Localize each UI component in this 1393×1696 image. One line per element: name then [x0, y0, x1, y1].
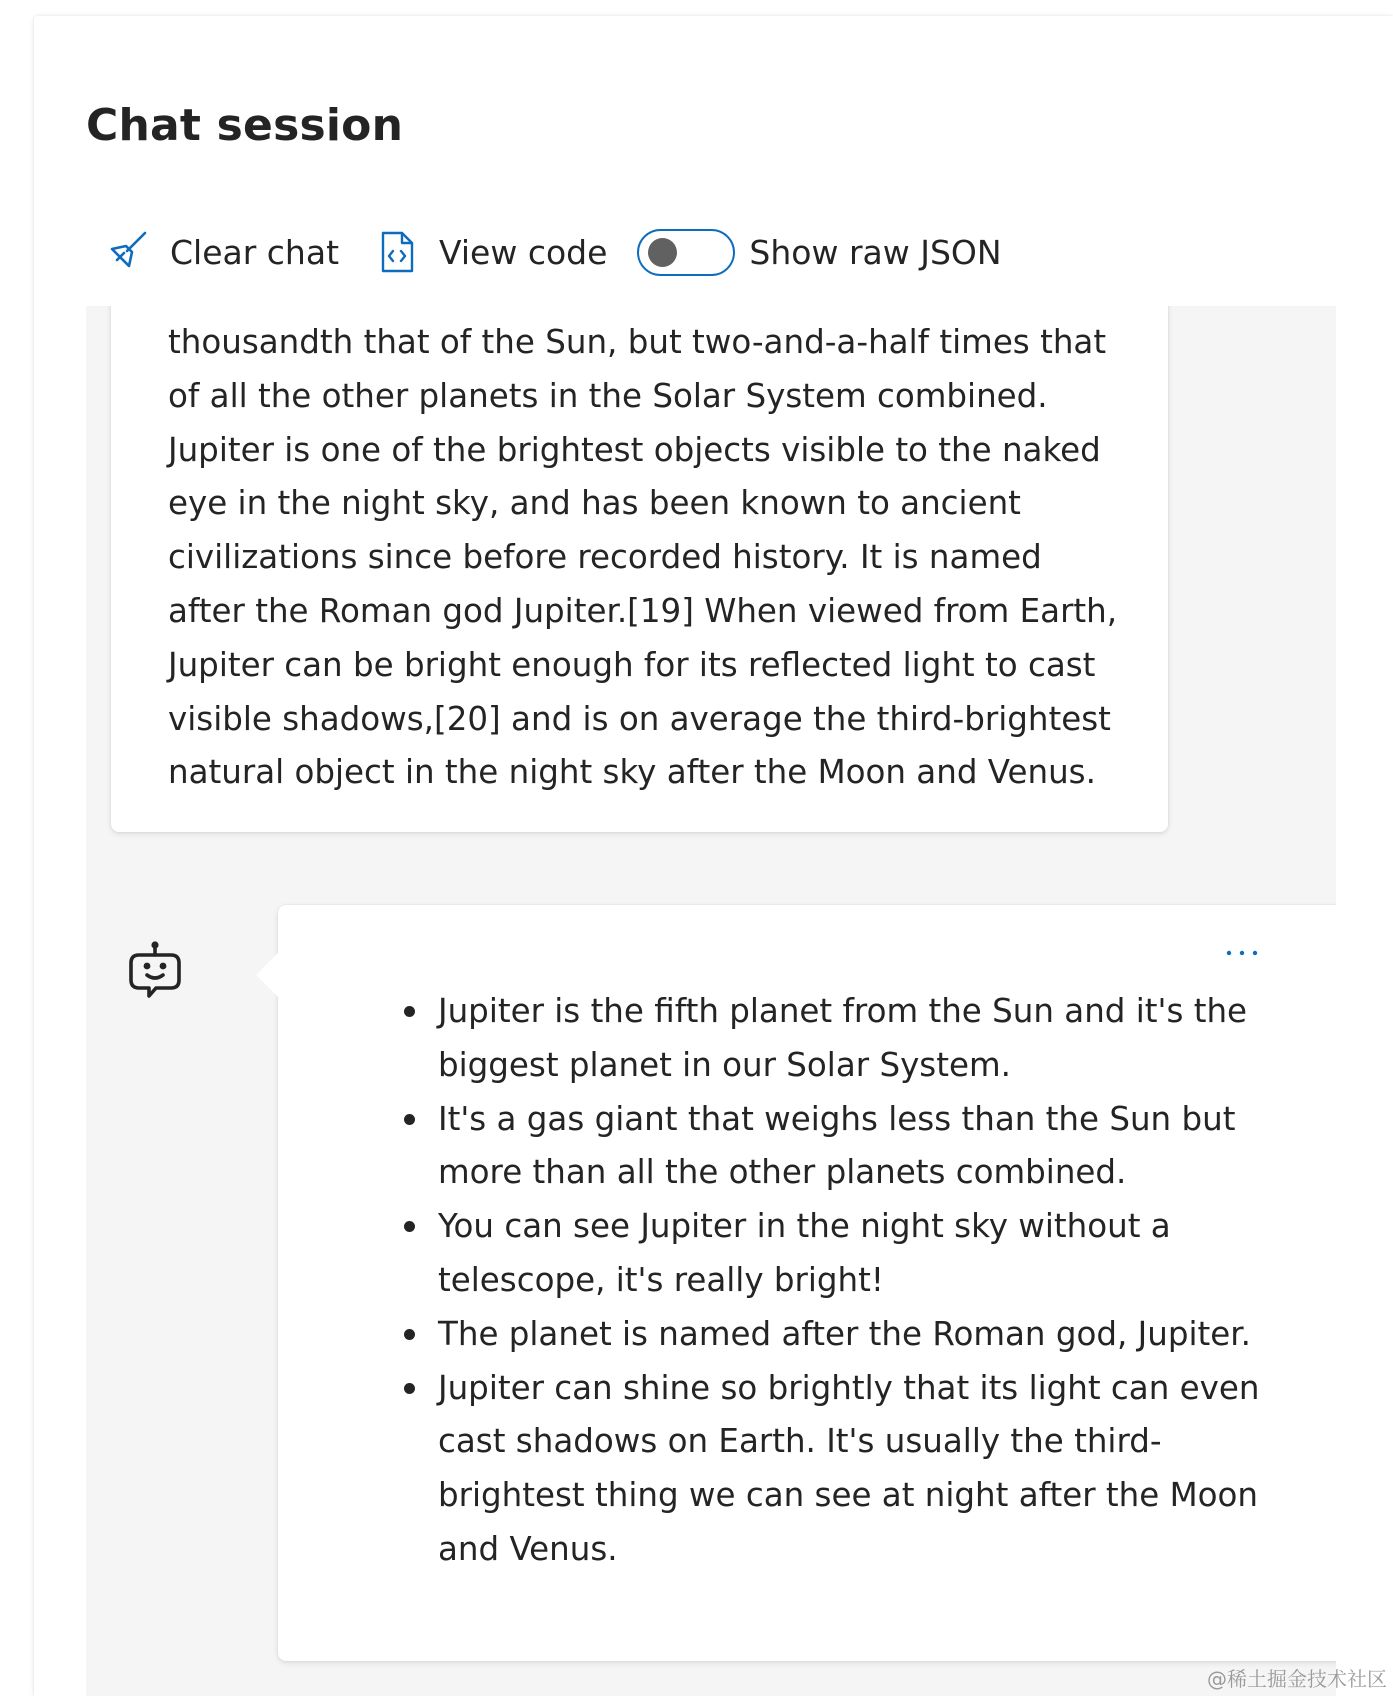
user-message-text: thousandth that of the Sun, but two-and-a-half times that of all the other planets in the Solar System combined. Jupiter is one of the brightest objects visible to the naked eye in the night sky, and has been known to ancient civilizations since before recorded history. It is named after the Roman god Jupiter.[19] When viewed from Earth, Jupiter can be bright enough for its reflected light to cast visible shadows,[20] and is on average the third-brightest natural object in the night sky after the Moon and Venus. — [168, 323, 1118, 792]
broom-icon — [104, 229, 150, 275]
assistant-bullet-list — [404, 985, 1304, 1577]
view-code-label: View code — [439, 232, 608, 272]
page-title: Chat session — [86, 100, 404, 151]
code-file-icon — [377, 230, 417, 274]
more-horizontal-icon — [1224, 949, 1260, 957]
message-more-button[interactable] — [1220, 939, 1264, 967]
list-item: The planet is named after the Roman god, Jupiter. — [404, 1308, 1304, 1362]
list-item: You can see Jupiter in the night sky without a telescope, it's really bright! — [404, 1200, 1304, 1308]
show-raw-json-label: Show raw JSON — [749, 232, 1002, 272]
user-message-card — [111, 306, 1168, 832]
clear-chat-button[interactable] — [104, 223, 339, 281]
list-item: Jupiter is the fifth planet from the Sun and it's the biggest planet in our Solar System. — [404, 985, 1304, 1093]
view-code-button[interactable] — [377, 223, 607, 281]
show-raw-json-toggle[interactable] — [637, 223, 1001, 281]
toggle-thumb — [648, 238, 677, 267]
toggle-track[interactable] — [637, 229, 735, 276]
watermark: @稀土掘金技术社区 — [1207, 1667, 1387, 1691]
chat-toolbar — [104, 223, 1002, 281]
assistant-message-card — [278, 905, 1336, 1661]
assistant-avatar — [126, 940, 186, 1004]
list-item: It's a gas giant that weighs less than the Sun but more than all the other planets combined. — [404, 1093, 1304, 1201]
chat-message-list[interactable] — [86, 306, 1336, 1696]
clear-chat-label: Clear chat — [170, 232, 340, 272]
chat-session-panel — [34, 16, 1393, 1696]
bot-icon — [126, 940, 186, 1004]
list-item: Jupiter can shine so brightly that its light can even cast shadows on Earth. It's usually the third-brightest thing we can see at night after the Moon and Venus. — [404, 1362, 1304, 1577]
